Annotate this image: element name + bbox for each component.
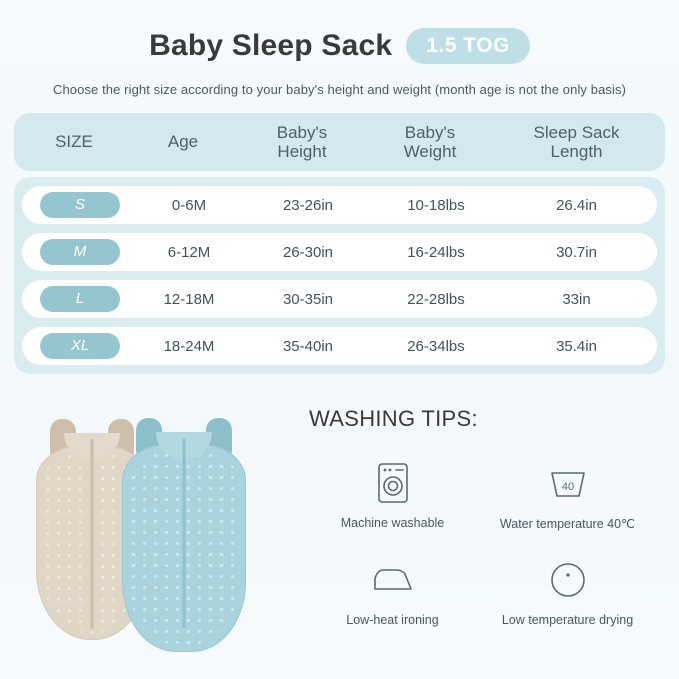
washing-tips-grid [305, 456, 655, 627]
page-title: Baby Sleep Sack [149, 29, 393, 62]
length-cell: 33in [562, 290, 591, 308]
washing-machine-icon [305, 456, 480, 510]
height-cell: 35-40in [282, 337, 334, 355]
length-cell: 35.4in [556, 337, 597, 355]
column-header-height [238, 123, 366, 161]
column-header-height-line2: Height [277, 142, 327, 161]
table-header-row [14, 113, 665, 171]
table-body [14, 177, 665, 374]
tip-label: Water temperature 40℃ [499, 517, 636, 531]
table-row [22, 186, 657, 224]
size-chart-table [14, 113, 665, 374]
zipper [183, 438, 186, 628]
tog-badge: 1.5 TOG [406, 28, 530, 64]
column-header-height-line1: Baby's [276, 122, 328, 142]
height-cell: 23-26in [282, 196, 334, 214]
column-header-length [494, 123, 659, 161]
size-cell [26, 286, 134, 312]
zipper [91, 439, 94, 629]
sack-body [122, 444, 246, 652]
length-cell: 26.4in [556, 196, 597, 214]
size-pill: S [40, 192, 120, 218]
size-cell [26, 239, 134, 265]
tip-label: Low temperature drying [501, 613, 634, 627]
length-cell: 30.7in [556, 243, 597, 261]
height-cell: 26-30in [282, 243, 334, 261]
column-header-size: SIZE [55, 132, 93, 152]
age-cell: 18-24M [163, 337, 215, 355]
tip-low-temperature-drying [480, 553, 655, 627]
water-temperature-icon [480, 456, 655, 510]
size-pill: XL [40, 333, 120, 359]
weight-cell: 22-28lbs [407, 290, 465, 308]
column-header-length-line2: Length [550, 142, 603, 161]
age-cell: 12-18M [163, 290, 215, 308]
weight-cell: 16-24lbs [407, 243, 465, 261]
age-cell: 0-6M [171, 196, 207, 214]
size-pill: M [40, 239, 120, 265]
tip-machine-washable [305, 456, 480, 531]
table-row [22, 280, 657, 318]
sleep-sack-blue [122, 444, 246, 652]
size-cell [26, 192, 134, 218]
washing-tips [305, 406, 655, 627]
washing-tips-title: WASHING TIPS: [309, 406, 478, 431]
column-header-weight-line1: Baby's [404, 122, 456, 142]
bottom-section [0, 392, 679, 672]
svg-text:40: 40 [561, 481, 574, 493]
size-pill: L [40, 286, 120, 312]
tip-label: Machine washable [340, 516, 445, 530]
column-header-age: Age [167, 132, 199, 152]
tumble-dry-icon [480, 553, 655, 607]
product-image [36, 402, 276, 652]
column-header-length-line1: Sleep Sack [533, 122, 620, 142]
table-row [22, 327, 657, 365]
tip-label: Low-heat ironing [346, 613, 439, 627]
weight-cell: 10-18lbs [407, 196, 465, 214]
tip-low-heat-ironing [305, 553, 480, 627]
age-cell: 6-12M [167, 243, 211, 261]
tip-water-temperature [480, 456, 655, 531]
column-header-weight [366, 123, 494, 161]
title-row [0, 0, 679, 64]
size-cell [26, 333, 134, 359]
subtitle: Choose the right size according to your baby's height and weight (month age is not the only basis) [52, 82, 627, 97]
weight-cell: 26-34lbs [407, 337, 465, 355]
column-header-weight-line2: Weight [403, 142, 457, 161]
table-row [22, 233, 657, 271]
iron-icon [305, 553, 480, 607]
height-cell: 30-35in [282, 290, 334, 308]
